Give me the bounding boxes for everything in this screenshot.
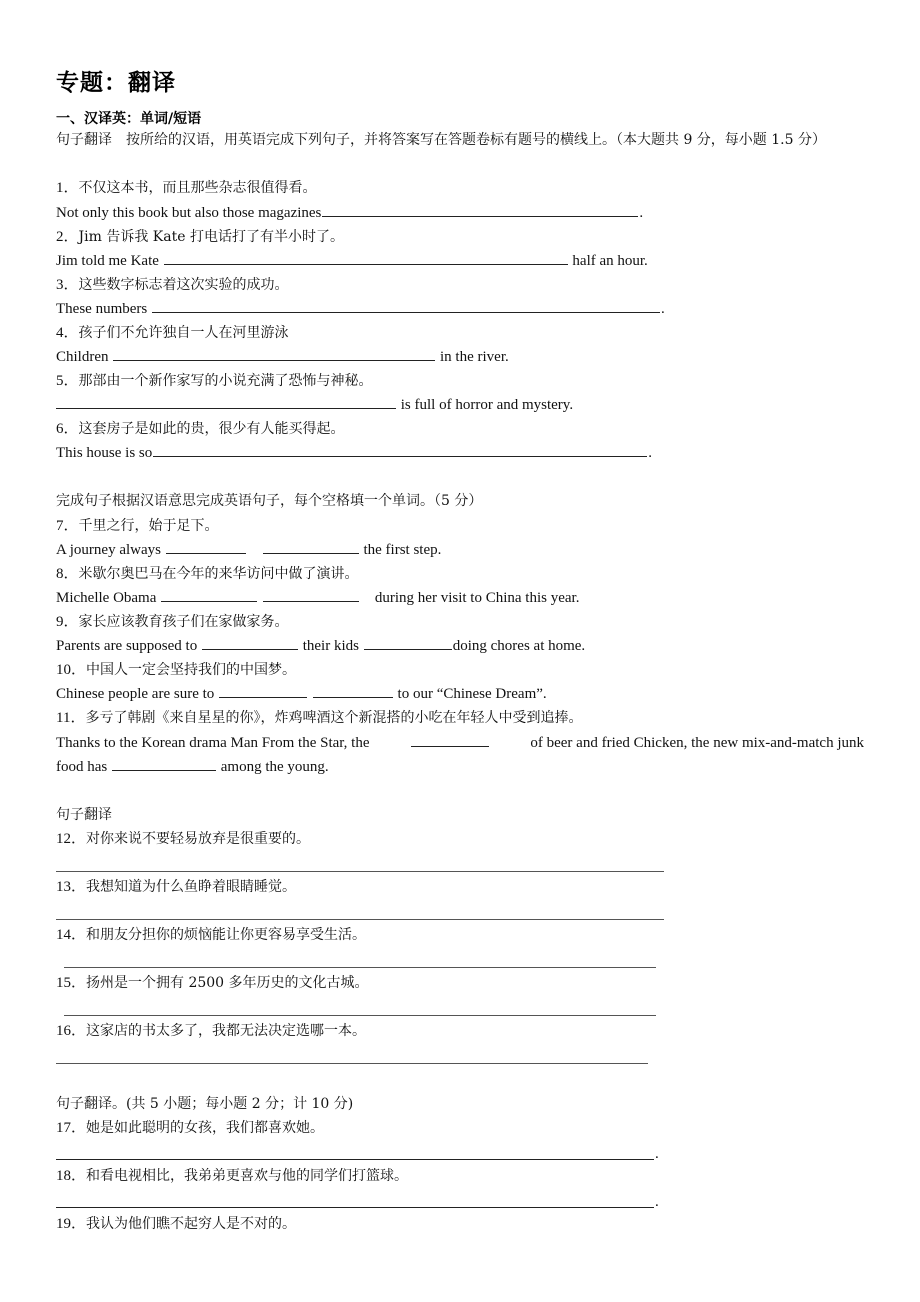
question-7-answer-line: A journey always the first step. — [56, 538, 441, 562]
question-3-prompt: 3．这些数字标志着这次实验的成功。 — [56, 277, 289, 293]
answer-line-12[interactable] — [56, 871, 664, 872]
answer-blank[interactable] — [364, 634, 452, 650]
answer-blank[interactable] — [152, 297, 660, 313]
question-1-answer-line: Not only this book but also those magazines . — [56, 201, 643, 225]
question-12-prompt: 12．对你来说不要轻易放弃是很重要的。 — [56, 831, 311, 847]
question-16-prompt: 16．这家店的书太多了，我都无法决定选哪一本。 — [56, 1023, 367, 1039]
question-18-prompt: 18．和看电视相比，我弟弟更喜欢与他的同学们打篮球。 — [56, 1168, 409, 1184]
question-6-answer-line: This house is so . — [56, 441, 652, 465]
answer-blank[interactable] — [263, 586, 359, 602]
answer-blank[interactable] — [153, 441, 647, 457]
question-14-prompt: 14．和朋友分担你的烦恼能让你更容易享受生活。 — [56, 927, 367, 943]
question-9-prompt: 9．家长应该教育孩子们在家做家务。 — [56, 614, 289, 630]
question-3-answer-line: These numbers . — [56, 297, 665, 321]
page-title: 专题：翻译 — [56, 70, 176, 96]
answer-line-14[interactable] — [64, 967, 656, 968]
question-19-prompt: 19．我认为他们瞧不起穷人是不对的。 — [56, 1216, 297, 1232]
question-1-prompt: 1．不仅这本书，而且那些杂志很值得看。 — [56, 180, 317, 196]
question-13-prompt: 13．我想知道为什么鱼睁着眼睛睡觉。 — [56, 879, 297, 895]
answer-line-13[interactable] — [56, 919, 664, 920]
answer-line-16[interactable] — [56, 1063, 648, 1064]
question-4-prompt: 4．孩子们不允许独自一人在河里游泳 — [56, 325, 289, 341]
answer-line-18[interactable] — [56, 1207, 654, 1208]
question-9-answer-line: Parents are supposed to their kids doing chores at home. — [56, 634, 585, 658]
answer-blank[interactable] — [166, 538, 246, 554]
answer-blank[interactable] — [113, 345, 435, 361]
answer-line-18-period: . — [655, 1194, 659, 1210]
question-11-prompt: 11．多亏了韩剧《来自星星的你》，炸鸡啤酒这个新混搭的小吃在年轻人中受到追捧。 — [56, 710, 583, 726]
answer-blank[interactable] — [161, 586, 257, 602]
answer-blank[interactable] — [164, 249, 568, 265]
answer-blank[interactable] — [219, 682, 307, 698]
part1-instruction: 句子翻译 按所给的汉语，用英语完成下列句子，并将答案写在答题卷标有题号的横线上。（本大题共 9 分，每小题 1.5 分） — [56, 132, 826, 148]
part3-instruction: 句子翻译 — [56, 807, 112, 823]
question-5-prompt: 5．那部由一个新作家写的小说充满了恐怖与神秘。 — [56, 373, 373, 389]
question-15-prompt: 15．扬州是一个拥有 2500 多年历史的文化古城。 — [56, 975, 369, 991]
question-7-prompt: 7．千里之行，始于足下。 — [56, 518, 219, 534]
question-11-answer-line-1: Thanks to the Korean drama Man From the Star, the of beer and fried Chicken, the new mix-and-match junk — [56, 731, 864, 755]
question-5-answer-line: is full of horror and mystery. — [56, 393, 573, 417]
question-4-answer-line: Children in the river. — [56, 345, 509, 369]
answer-blank[interactable] — [56, 393, 396, 409]
answer-line-17[interactable] — [56, 1159, 654, 1160]
answer-blank[interactable] — [112, 755, 216, 771]
answer-blank[interactable] — [202, 634, 298, 650]
answer-line-15[interactable] — [64, 1015, 656, 1016]
question-10-prompt: 10．中国人一定会坚持我们的中国梦。 — [56, 662, 297, 678]
question-6-prompt: 6．这套房子是如此的贵，很少有人能买得起。 — [56, 421, 345, 437]
section-heading: 一、汉译英：单词/短语 — [56, 111, 202, 127]
question-8-prompt: 8．米歇尔奥巴马在今年的来华访问中做了演讲。 — [56, 566, 359, 582]
answer-blank[interactable] — [411, 731, 489, 747]
answer-line-17-period: . — [655, 1146, 659, 1162]
question-2-answer-line: Jim told me Kate half an hour. — [56, 249, 648, 273]
question-2-prompt: 2．Jim 告诉我 Kate 打电话打了有半小时了。 — [56, 229, 344, 245]
part4-instruction: 句子翻译。(共 5 小题；每小题 2 分；计 10 分) — [56, 1096, 354, 1112]
answer-blank[interactable] — [263, 538, 359, 554]
question-17-prompt: 17．她是如此聪明的女孩，我们都喜欢她。 — [56, 1120, 325, 1136]
question-10-answer-line: Chinese people are sure to to our “Chinese Dream”. — [56, 682, 547, 706]
question-11-answer-line-2: food has among the young. — [56, 755, 329, 779]
answer-blank[interactable] — [313, 682, 393, 698]
part2-instruction: 完成句子根据汉语意思完成英语句子，每个空格填一个单词。（5 分） — [56, 493, 483, 509]
question-8-answer-line: Michelle Obama during her visit to China this year. — [56, 586, 579, 610]
answer-blank[interactable] — [322, 201, 638, 217]
